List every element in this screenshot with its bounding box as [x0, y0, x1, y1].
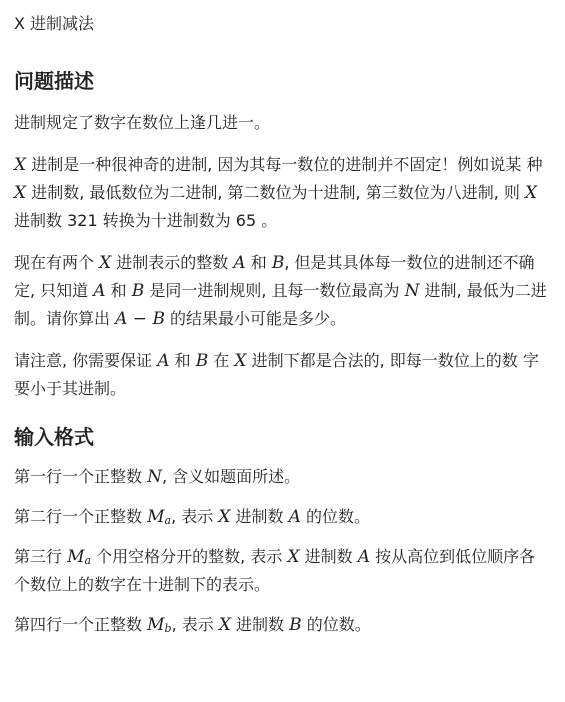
- text-segment: 第四行一个正整数: [14, 615, 148, 634]
- text-segment: 第二行一个正整数: [14, 507, 148, 526]
- text-segment: 进制数 321 转换为十进制数为 65 。: [14, 211, 278, 230]
- text-segment: 进制数: [299, 547, 358, 566]
- description-paragraph-3: [14, 249, 553, 333]
- text-segment: 在: [208, 351, 235, 370]
- math-var-a: A: [115, 309, 128, 329]
- math-var-x: X: [287, 547, 300, 567]
- description-paragraph-1: 进制规定了数字在数位上逢几进一。: [14, 113, 271, 132]
- math-var-a: A: [357, 547, 371, 567]
- math-var-n: N: [147, 467, 162, 487]
- math-var-n: N: [404, 281, 420, 301]
- text-segment: , 表示: [171, 507, 219, 526]
- input-line-2: [14, 503, 553, 531]
- text-segment: 进制, 最低为二进 制。请你算出: [14, 281, 547, 328]
- math-var-x: X: [14, 155, 27, 175]
- math-var-a: A: [288, 507, 301, 527]
- text-segment: 按从高位到低位顺序各 个数位上的数字在十进制下的表示。: [14, 547, 536, 594]
- text-segment: 进制是一种很神奇的进制, 因为其每一数位的进制并不固定！例如说某 种: [26, 155, 543, 174]
- section-heading-input-format: 输入格式: [14, 425, 94, 449]
- text-segment: 的位数。: [301, 615, 371, 634]
- math-var-a: A: [93, 281, 106, 301]
- math-var-m: M: [147, 615, 165, 635]
- input-line-3: [14, 543, 553, 599]
- math-subscript-b: b: [164, 622, 172, 635]
- math-minus: −: [127, 309, 153, 329]
- text-segment: 和: [169, 351, 196, 370]
- math-var-a: A: [157, 351, 170, 371]
- math-var-m: M: [147, 507, 165, 527]
- text-segment: 是同一进制规则, 且每一数位最高为: [144, 281, 405, 300]
- input-line-4: [14, 611, 553, 639]
- text-segment: , 但是其具体每一数位的进制还不确 定, 只知道: [14, 253, 535, 300]
- math-var-x: X: [218, 615, 231, 635]
- math-var-x: X: [524, 183, 538, 203]
- text-segment: 和: [245, 253, 272, 272]
- description-paragraph-2: [14, 151, 553, 235]
- text-segment: 进制数: [230, 507, 289, 526]
- text-segment: 第一行一个正整数: [14, 467, 148, 486]
- text-segment: 的位数。: [300, 507, 371, 526]
- math-var-b: B: [271, 253, 285, 273]
- math-var-x: X: [99, 253, 112, 273]
- input-line-1: [14, 463, 553, 491]
- text-segment: 进制表示的整数: [111, 253, 234, 272]
- math-var-a: A: [233, 253, 246, 273]
- text-segment: 和: [105, 281, 132, 300]
- math-var-x: X: [218, 507, 231, 527]
- text-segment: 个用空格分开的整数, 表示: [91, 547, 288, 566]
- description-paragraph-4: [14, 347, 553, 403]
- text-segment: , 含义如题面所述。: [161, 467, 301, 486]
- text-segment: , 表示: [171, 615, 219, 634]
- math-var-b: B: [152, 309, 165, 329]
- text-segment: 第三行: [14, 547, 68, 566]
- text-segment: 进制数, 最低数位为二进制, 第二数位为十进制, 第三数位为八进制, 则: [26, 183, 525, 202]
- math-var-b: B: [289, 615, 302, 635]
- section-heading-description: 问题描述: [14, 69, 94, 93]
- page-title: X 进制减法: [14, 14, 95, 33]
- math-var-b: B: [131, 281, 145, 301]
- math-var-x: X: [234, 351, 247, 371]
- text-segment: 的结果最小可能是多少。: [164, 309, 347, 328]
- math-subscript-a: a: [84, 554, 92, 567]
- math-var-x: X: [14, 183, 27, 203]
- text-segment: 请注意, 你需要保证: [14, 351, 158, 370]
- math-subscript-a: a: [164, 514, 172, 527]
- text-segment: 现在有两个: [14, 253, 100, 272]
- text-segment: 进制数: [230, 615, 290, 634]
- math-var-b: B: [195, 351, 209, 371]
- math-var-m: M: [67, 547, 85, 567]
- text-segment: 进制下都是合法的, 即每一数位上的数 字要小于其进制。: [14, 351, 539, 398]
